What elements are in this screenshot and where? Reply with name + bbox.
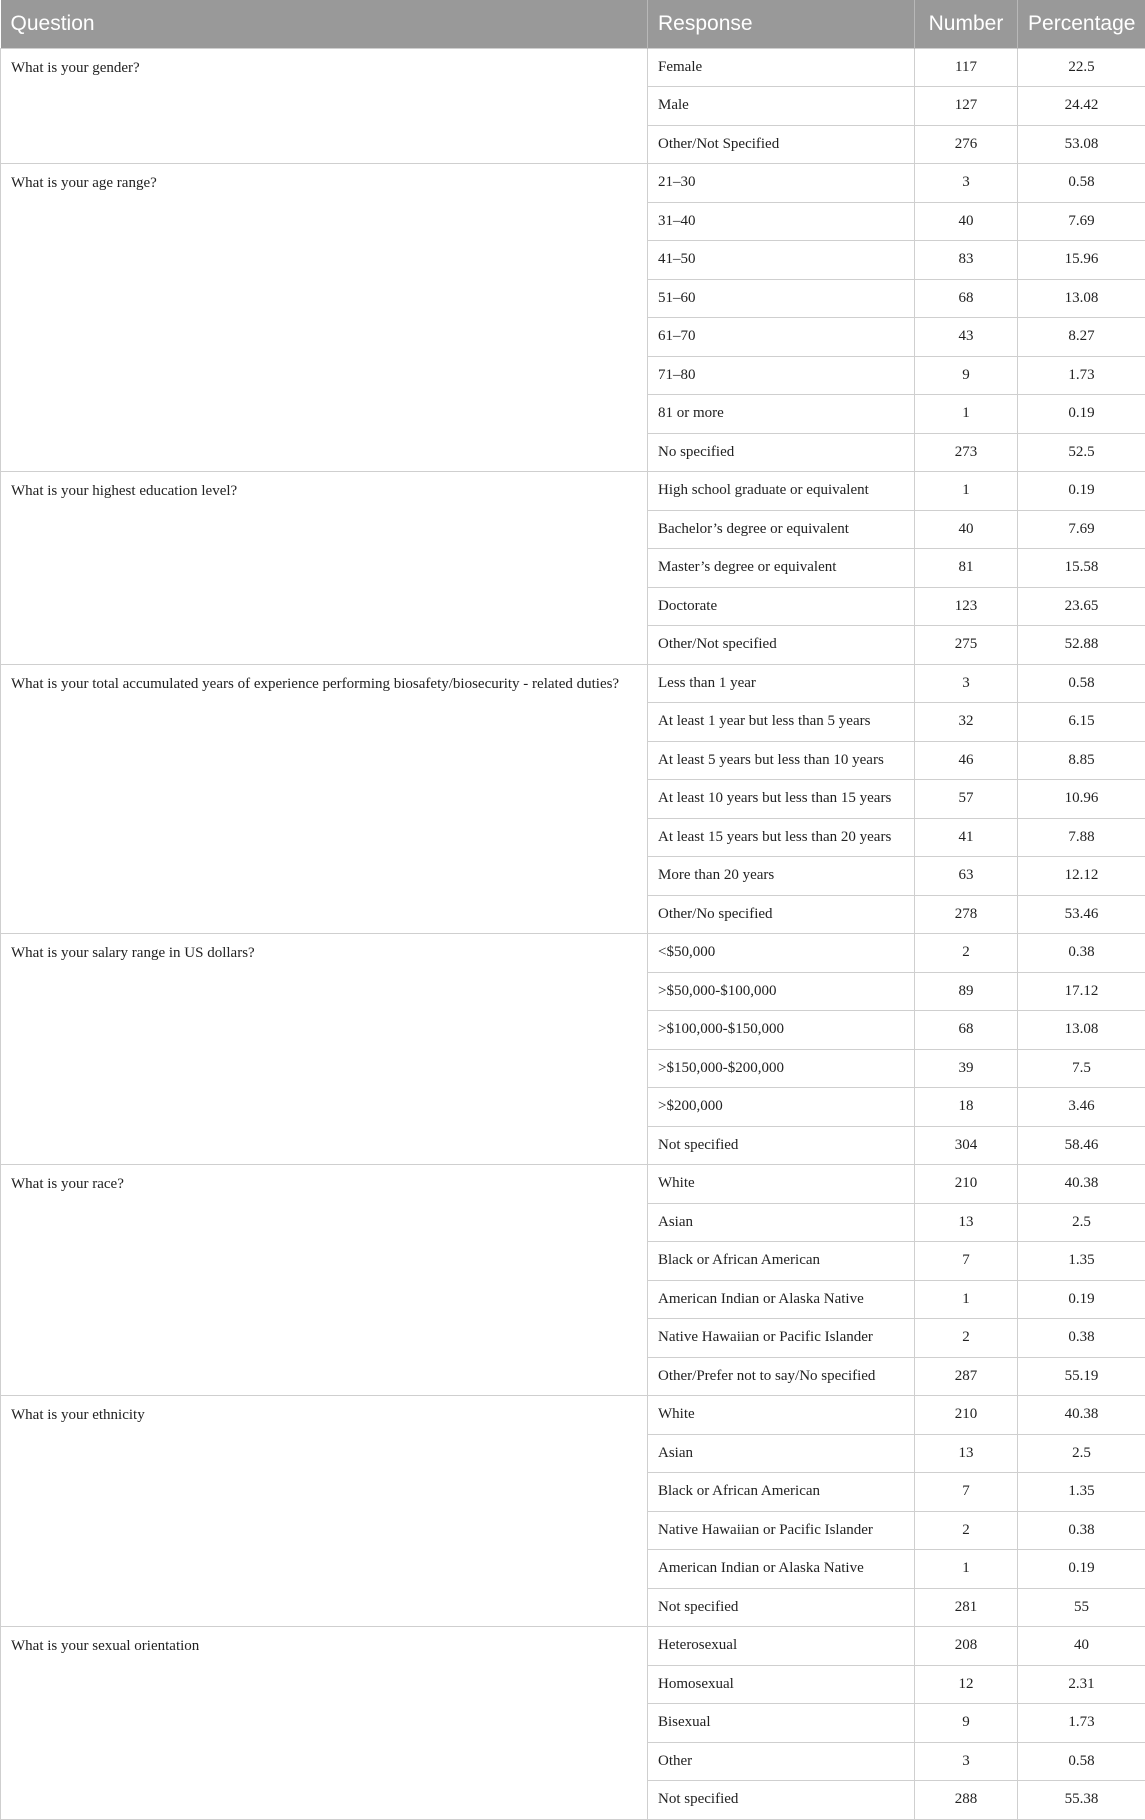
- number-cell: 39: [915, 1049, 1018, 1088]
- response-cell: American Indian or Alaska Native: [648, 1550, 915, 1589]
- response-cell: At least 5 years but less than 10 years: [648, 741, 915, 780]
- column-header-number: Number: [915, 0, 1018, 48]
- number-cell: 278: [915, 895, 1018, 934]
- percentage-cell: 13.08: [1018, 279, 1145, 318]
- number-cell: 89: [915, 972, 1018, 1011]
- percentage-cell: 0.19: [1018, 1280, 1145, 1319]
- response-cell: Female: [648, 48, 915, 87]
- column-header-question: Question: [1, 0, 648, 48]
- response-cell: Homosexual: [648, 1665, 915, 1704]
- number-cell: 43: [915, 318, 1018, 357]
- percentage-cell: 1.73: [1018, 356, 1145, 395]
- percentage-cell: 55: [1018, 1588, 1145, 1627]
- response-cell: <$50,000: [648, 934, 915, 973]
- response-cell: Black or African American: [648, 1473, 915, 1512]
- number-cell: 12: [915, 1665, 1018, 1704]
- table-row: [1, 1165, 1145, 1204]
- number-cell: 2: [915, 934, 1018, 973]
- response-cell: >$50,000-$100,000: [648, 972, 915, 1011]
- percentage-cell: 53.46: [1018, 895, 1145, 934]
- percentage-cell: 0.19: [1018, 395, 1145, 434]
- percentage-cell: 23.65: [1018, 587, 1145, 626]
- table-row: [1, 48, 1145, 87]
- number-cell: 41: [915, 818, 1018, 857]
- percentage-cell: 6.15: [1018, 703, 1145, 742]
- table-body: [1, 48, 1145, 1819]
- percentage-cell: 10.96: [1018, 780, 1145, 819]
- header-row: [1, 0, 1145, 48]
- number-cell: 57: [915, 780, 1018, 819]
- percentage-cell: 12.12: [1018, 857, 1145, 896]
- percentage-cell: 55.38: [1018, 1781, 1145, 1820]
- number-cell: 117: [915, 48, 1018, 87]
- percentage-cell: 0.58: [1018, 664, 1145, 703]
- number-cell: 276: [915, 125, 1018, 164]
- number-cell: 40: [915, 510, 1018, 549]
- table-row: [1, 164, 1145, 203]
- response-cell: Bachelor’s degree or equivalent: [648, 510, 915, 549]
- response-cell: >$150,000-$200,000: [648, 1049, 915, 1088]
- table-row: [1, 472, 1145, 511]
- percentage-cell: 22.5: [1018, 48, 1145, 87]
- number-cell: 9: [915, 356, 1018, 395]
- percentage-cell: 0.38: [1018, 1511, 1145, 1550]
- number-cell: 275: [915, 626, 1018, 665]
- table-header: [1, 0, 1145, 48]
- percentage-cell: 58.46: [1018, 1126, 1145, 1165]
- number-cell: 1: [915, 472, 1018, 511]
- question-cell: What is your gender?: [1, 48, 648, 164]
- number-cell: 287: [915, 1357, 1018, 1396]
- response-cell: 81 or more: [648, 395, 915, 434]
- number-cell: 2: [915, 1319, 1018, 1358]
- number-cell: 83: [915, 241, 1018, 280]
- number-cell: 13: [915, 1203, 1018, 1242]
- percentage-cell: 2.5: [1018, 1434, 1145, 1473]
- response-cell: Not specified: [648, 1781, 915, 1820]
- number-cell: 46: [915, 741, 1018, 780]
- number-cell: 123: [915, 587, 1018, 626]
- question-cell: What is your sexual orientation: [1, 1627, 648, 1820]
- response-cell: Other: [648, 1742, 915, 1781]
- table-row: [1, 1627, 1145, 1666]
- number-cell: 304: [915, 1126, 1018, 1165]
- number-cell: 273: [915, 433, 1018, 472]
- number-cell: 1: [915, 1280, 1018, 1319]
- number-cell: 2: [915, 1511, 1018, 1550]
- percentage-cell: 7.5: [1018, 1049, 1145, 1088]
- response-cell: 61–70: [648, 318, 915, 357]
- percentage-cell: 15.96: [1018, 241, 1145, 280]
- number-cell: 13: [915, 1434, 1018, 1473]
- number-cell: 68: [915, 1011, 1018, 1050]
- response-cell: Other/Not Specified: [648, 125, 915, 164]
- number-cell: 210: [915, 1396, 1018, 1435]
- response-cell: Not specified: [648, 1126, 915, 1165]
- response-cell: 41–50: [648, 241, 915, 280]
- percentage-cell: 1.35: [1018, 1242, 1145, 1281]
- question-cell: What is your ethnicity: [1, 1396, 648, 1627]
- number-cell: 210: [915, 1165, 1018, 1204]
- number-cell: 40: [915, 202, 1018, 241]
- response-cell: 31–40: [648, 202, 915, 241]
- response-cell: Asian: [648, 1203, 915, 1242]
- response-cell: No specified: [648, 433, 915, 472]
- response-cell: White: [648, 1396, 915, 1435]
- number-cell: 288: [915, 1781, 1018, 1820]
- percentage-cell: 2.5: [1018, 1203, 1145, 1242]
- percentage-cell: 40: [1018, 1627, 1145, 1666]
- percentage-cell: 13.08: [1018, 1011, 1145, 1050]
- response-cell: Doctorate: [648, 587, 915, 626]
- response-cell: Bisexual: [648, 1704, 915, 1743]
- response-cell: More than 20 years: [648, 857, 915, 896]
- percentage-cell: 7.88: [1018, 818, 1145, 857]
- percentage-cell: 40.38: [1018, 1165, 1145, 1204]
- response-cell: At least 1 year but less than 5 years: [648, 703, 915, 742]
- percentage-cell: 8.85: [1018, 741, 1145, 780]
- percentage-cell: 17.12: [1018, 972, 1145, 1011]
- response-cell: Not specified: [648, 1588, 915, 1627]
- percentage-cell: 0.38: [1018, 934, 1145, 973]
- table-row: [1, 1396, 1145, 1435]
- column-header-percentage: Percentage: [1018, 0, 1145, 48]
- number-cell: 3: [915, 1742, 1018, 1781]
- number-cell: 3: [915, 164, 1018, 203]
- percentage-cell: 7.69: [1018, 202, 1145, 241]
- number-cell: 127: [915, 87, 1018, 126]
- percentage-cell: 40.38: [1018, 1396, 1145, 1435]
- percentage-cell: 2.31: [1018, 1665, 1145, 1704]
- response-cell: At least 10 years but less than 15 years: [648, 780, 915, 819]
- percentage-cell: 3.46: [1018, 1088, 1145, 1127]
- number-cell: 1: [915, 395, 1018, 434]
- number-cell: 1: [915, 1550, 1018, 1589]
- response-cell: High school graduate or equivalent: [648, 472, 915, 511]
- number-cell: 81: [915, 549, 1018, 588]
- percentage-cell: 15.58: [1018, 549, 1145, 588]
- percentage-cell: 1.35: [1018, 1473, 1145, 1512]
- response-cell: American Indian or Alaska Native: [648, 1280, 915, 1319]
- percentage-cell: 55.19: [1018, 1357, 1145, 1396]
- response-cell: >$200,000: [648, 1088, 915, 1127]
- response-cell: Other/Not specified: [648, 626, 915, 665]
- number-cell: 281: [915, 1588, 1018, 1627]
- response-cell: Heterosexual: [648, 1627, 915, 1666]
- number-cell: 68: [915, 279, 1018, 318]
- percentage-cell: 52.88: [1018, 626, 1145, 665]
- percentage-cell: 52.5: [1018, 433, 1145, 472]
- percentage-cell: 0.19: [1018, 472, 1145, 511]
- response-cell: 21–30: [648, 164, 915, 203]
- number-cell: 9: [915, 1704, 1018, 1743]
- response-cell: Native Hawaiian or Pacific Islander: [648, 1511, 915, 1550]
- response-cell: Other/No specified: [648, 895, 915, 934]
- column-header-response: Response: [648, 0, 915, 48]
- question-cell: What is your race?: [1, 1165, 648, 1396]
- response-cell: >$100,000-$150,000: [648, 1011, 915, 1050]
- percentage-cell: 7.69: [1018, 510, 1145, 549]
- question-cell: What is your salary range in US dollars?: [1, 934, 648, 1165]
- response-cell: Other/Prefer not to say/No specified: [648, 1357, 915, 1396]
- response-cell: Native Hawaiian or Pacific Islander: [648, 1319, 915, 1358]
- number-cell: 208: [915, 1627, 1018, 1666]
- number-cell: 3: [915, 664, 1018, 703]
- response-cell: At least 15 years but less than 20 years: [648, 818, 915, 857]
- percentage-cell: 24.42: [1018, 87, 1145, 126]
- number-cell: 7: [915, 1473, 1018, 1512]
- number-cell: 63: [915, 857, 1018, 896]
- response-cell: White: [648, 1165, 915, 1204]
- response-cell: 71–80: [648, 356, 915, 395]
- question-cell: What is your age range?: [1, 164, 648, 472]
- percentage-cell: 8.27: [1018, 318, 1145, 357]
- number-cell: 18: [915, 1088, 1018, 1127]
- number-cell: 7: [915, 1242, 1018, 1281]
- question-cell: What is your total accumulated years of experience performing biosafety/biosecurity - related duties?: [1, 664, 648, 934]
- table-row: [1, 934, 1145, 973]
- response-cell: Asian: [648, 1434, 915, 1473]
- response-cell: Black or African American: [648, 1242, 915, 1281]
- percentage-cell: 0.58: [1018, 164, 1145, 203]
- question-cell: What is your highest education level?: [1, 472, 648, 665]
- percentage-cell: 53.08: [1018, 125, 1145, 164]
- percentage-cell: 0.58: [1018, 1742, 1145, 1781]
- response-cell: 51–60: [648, 279, 915, 318]
- response-cell: Master’s degree or equivalent: [648, 549, 915, 588]
- response-cell: Male: [648, 87, 915, 126]
- percentage-cell: 1.73: [1018, 1704, 1145, 1743]
- response-cell: Less than 1 year: [648, 664, 915, 703]
- table-row: [1, 664, 1145, 703]
- number-cell: 32: [915, 703, 1018, 742]
- percentage-cell: 0.19: [1018, 1550, 1145, 1589]
- percentage-cell: 0.38: [1018, 1319, 1145, 1358]
